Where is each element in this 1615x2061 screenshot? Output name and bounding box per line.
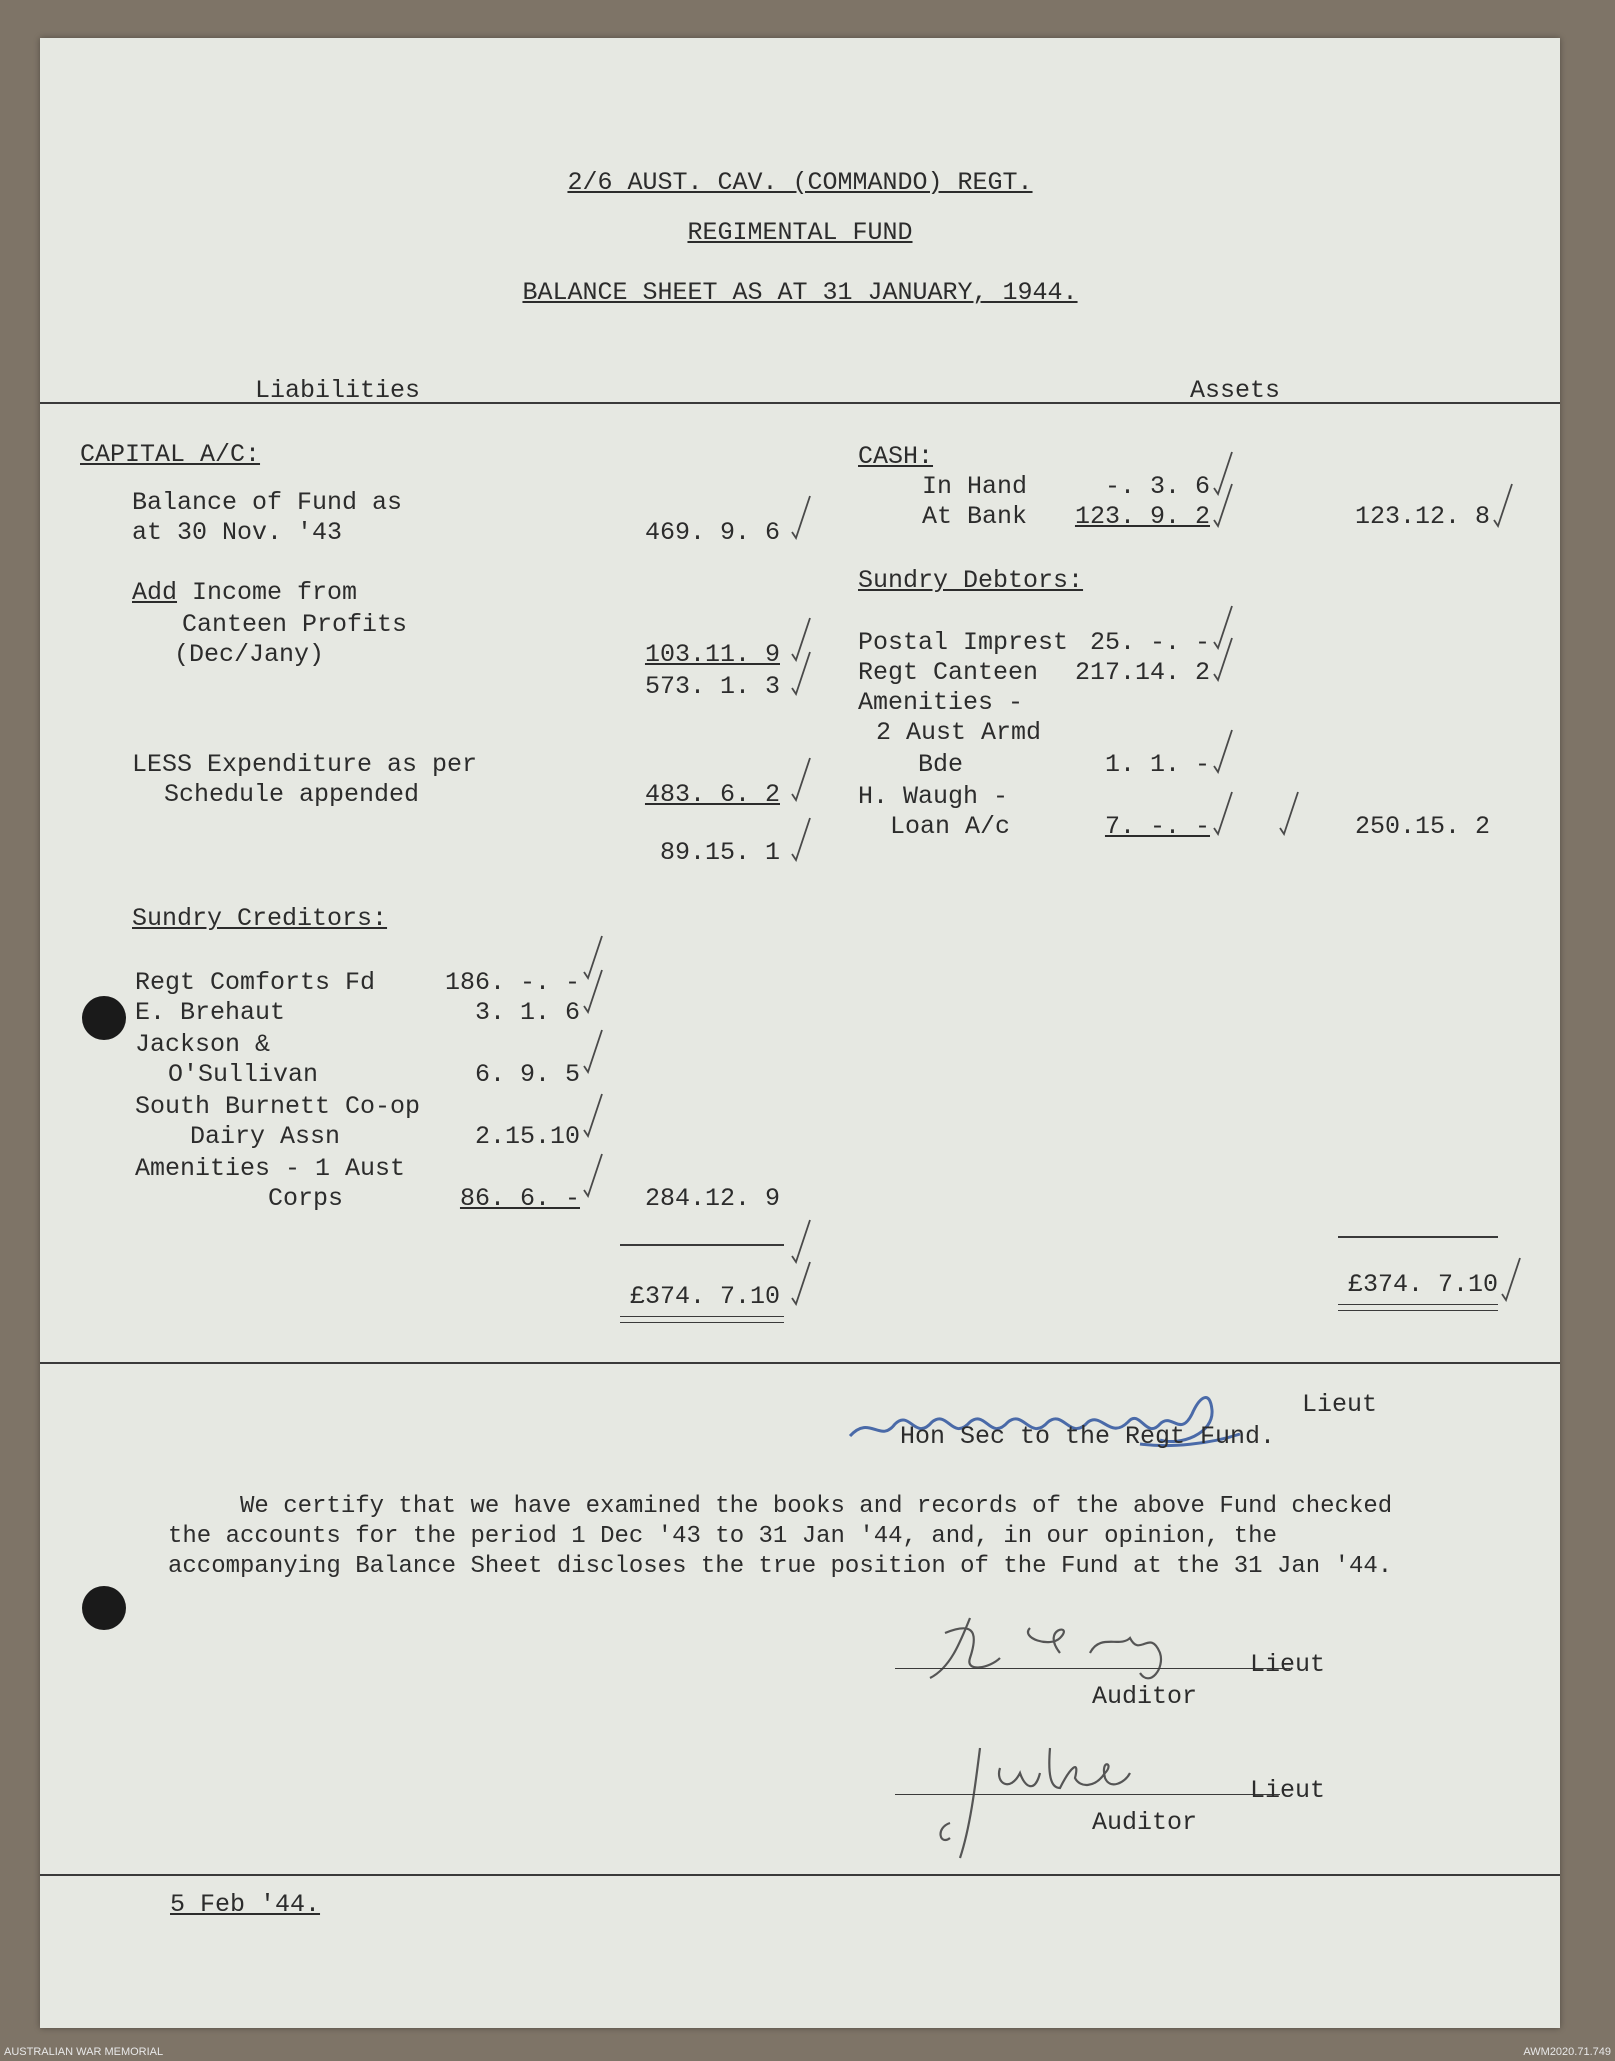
creditor-name-cont: Dairy Assn bbox=[190, 1122, 341, 1151]
check-mark-icon bbox=[582, 1028, 604, 1074]
less-line2: Schedule appended bbox=[164, 780, 420, 809]
check-mark-icon bbox=[582, 1152, 604, 1198]
assets-heading: Assets bbox=[1190, 376, 1281, 405]
amenities-line2: 2 Aust Armd bbox=[876, 718, 1042, 747]
creditors-total: 284.12. 9 bbox=[644, 1184, 780, 1213]
punch-hole bbox=[82, 1586, 126, 1630]
top-rule bbox=[40, 402, 1560, 404]
creditor-amount: 3. 1. 6 bbox=[474, 998, 580, 1027]
canteen-label: Regt Canteen bbox=[858, 658, 1039, 687]
in-hand-label: In Hand bbox=[922, 472, 1028, 501]
check-mark-icon bbox=[790, 494, 812, 540]
fund-title: REGIMENTAL FUND bbox=[687, 218, 913, 247]
creditor-amount: 186. -. - bbox=[444, 968, 580, 997]
check-mark-icon bbox=[1212, 728, 1234, 774]
secretary-role: Hon Sec to the Regt Fund. bbox=[900, 1422, 1276, 1451]
punch-hole bbox=[82, 996, 126, 1040]
check-mark-icon bbox=[1500, 1256, 1522, 1302]
expenditure-amount: 483. 6. 2 bbox=[644, 780, 780, 809]
assets-double-rule bbox=[1338, 1310, 1498, 1311]
footer-bar bbox=[0, 2040, 1615, 2061]
amenities-line1: Amenities - bbox=[858, 688, 1024, 717]
unit-title: 2/6 AUST. CAV. (COMMANDO) REGT. bbox=[567, 168, 1033, 197]
creditor-amount: 2.15.10 bbox=[474, 1122, 580, 1151]
middle-rule bbox=[40, 1362, 1560, 1364]
check-mark-icon bbox=[1212, 790, 1234, 836]
subtotal-amount: 573. 1. 3 bbox=[644, 672, 780, 701]
check-mark-icon bbox=[790, 816, 812, 862]
liabilities-double-rule bbox=[620, 1322, 784, 1323]
canteen-period: (Dec/Jany) bbox=[174, 640, 325, 669]
balance-sheet-title: BALANCE SHEET AS AT 31 JANUARY, 1944. bbox=[522, 278, 1078, 307]
auditor2-role: Auditor bbox=[1092, 1808, 1198, 1837]
assets-total-rule bbox=[1338, 1236, 1498, 1238]
check-mark-icon bbox=[1212, 482, 1234, 528]
capital-heading: CAPITAL A/C: bbox=[80, 440, 261, 469]
check-mark-icon bbox=[790, 650, 812, 696]
document-date: 5 Feb '44. bbox=[170, 1890, 321, 1919]
creditor-amount: 86. 6. - bbox=[459, 1184, 580, 1213]
postal-amount: 25. -. - bbox=[1089, 628, 1210, 657]
creditor-name-cont: Corps bbox=[268, 1184, 344, 1213]
check-mark-icon bbox=[582, 968, 604, 1014]
amenities-amount: 1. 1. - bbox=[1104, 750, 1210, 779]
at-bank-amount: 123. 9. 2 bbox=[1074, 502, 1210, 531]
document-page bbox=[40, 38, 1560, 2028]
auditor2-rank: Lieut bbox=[1250, 1776, 1326, 1805]
balance-line2: at 30 Nov. '43 bbox=[132, 518, 343, 547]
liabilities-total-rule bbox=[620, 1244, 784, 1246]
liabilities-grand-total: £374. 7.10 bbox=[629, 1282, 780, 1311]
postal-label: Postal Imprest bbox=[858, 628, 1069, 657]
auditor1-signature bbox=[910, 1598, 1240, 1688]
creditor-amount: 6. 9. 5 bbox=[474, 1060, 580, 1089]
cash-total: 123.12. 8 bbox=[1354, 502, 1490, 531]
debtors-heading: Sundry Debtors: bbox=[858, 566, 1084, 595]
creditor-name: Amenities - 1 Aust bbox=[135, 1154, 406, 1183]
auditor1-signature-line bbox=[895, 1668, 1290, 1669]
debtors-total: 250.15. 2 bbox=[1354, 812, 1490, 841]
secretary-rank: Lieut bbox=[1302, 1390, 1378, 1419]
amenities-line3: Bde bbox=[918, 750, 964, 779]
bottom-rule bbox=[40, 1874, 1560, 1876]
in-hand-amount: -. 3. 6 bbox=[1104, 472, 1210, 501]
certificate-line3: accompanying Balance Sheet discloses the true position of the Fund at the 31 Jan '44. bbox=[168, 1553, 1393, 1580]
auditor2-signature bbox=[900, 1728, 1180, 1868]
check-mark-icon bbox=[1278, 790, 1300, 836]
check-mark-icon bbox=[790, 756, 812, 802]
canteen-debtor-amount: 217.14. 2 bbox=[1074, 658, 1210, 687]
canteen-profits-line: Canteen Profits bbox=[182, 610, 408, 639]
auditor1-rank: Lieut bbox=[1250, 1650, 1326, 1679]
assets-double-rule bbox=[1338, 1304, 1498, 1305]
canteen-amount: 103.11. 9 bbox=[644, 640, 780, 669]
certificate-line1: We certify that we have examined the books and records of the above Fund checked bbox=[240, 1493, 1393, 1520]
creditor-name: South Burnett Co-op bbox=[135, 1092, 421, 1121]
check-mark-icon bbox=[1212, 636, 1234, 682]
waugh-line1: H. Waugh - bbox=[858, 782, 1009, 811]
net-amount: 89.15. 1 bbox=[659, 838, 780, 867]
at-bank-label: At Bank bbox=[922, 502, 1028, 531]
liabilities-heading: Liabilities bbox=[255, 376, 421, 405]
creditor-name: Jackson & bbox=[135, 1030, 271, 1059]
liabilities-double-rule bbox=[620, 1316, 784, 1317]
check-mark-icon bbox=[790, 1260, 812, 1306]
cash-heading: CASH: bbox=[858, 442, 934, 471]
creditor-name: E. Brehaut bbox=[135, 998, 286, 1027]
balance-line1: Balance of Fund as bbox=[132, 488, 403, 517]
auditor1-role: Auditor bbox=[1092, 1682, 1198, 1711]
check-mark-icon bbox=[1492, 482, 1514, 528]
balance-amount: 469. 9. 6 bbox=[644, 518, 780, 547]
add-income-line: Add Income from bbox=[132, 578, 358, 607]
creditor-name-cont: O'Sullivan bbox=[168, 1060, 319, 1089]
waugh-amount: 7. -. - bbox=[1104, 812, 1210, 841]
creditor-name: Regt Comforts Fd bbox=[135, 968, 376, 997]
footer-institution: AUSTRALIAN WAR MEMORIAL bbox=[4, 2046, 164, 2058]
check-mark-icon bbox=[790, 1218, 812, 1264]
waugh-line2: Loan A/c bbox=[890, 812, 1011, 841]
footer-accession: AWM2020.71.749 bbox=[1523, 2046, 1611, 2058]
certificate-line2: the accounts for the period 1 Dec '43 to 31 Jan '44, and, in our opinion, the bbox=[168, 1523, 1277, 1550]
check-mark-icon bbox=[582, 1092, 604, 1138]
assets-grand-total: £374. 7.10 bbox=[1347, 1270, 1498, 1299]
less-line1: LESS Expenditure as per bbox=[132, 750, 478, 779]
auditor2-signature-line bbox=[895, 1794, 1280, 1795]
creditors-heading: Sundry Creditors: bbox=[132, 904, 388, 933]
